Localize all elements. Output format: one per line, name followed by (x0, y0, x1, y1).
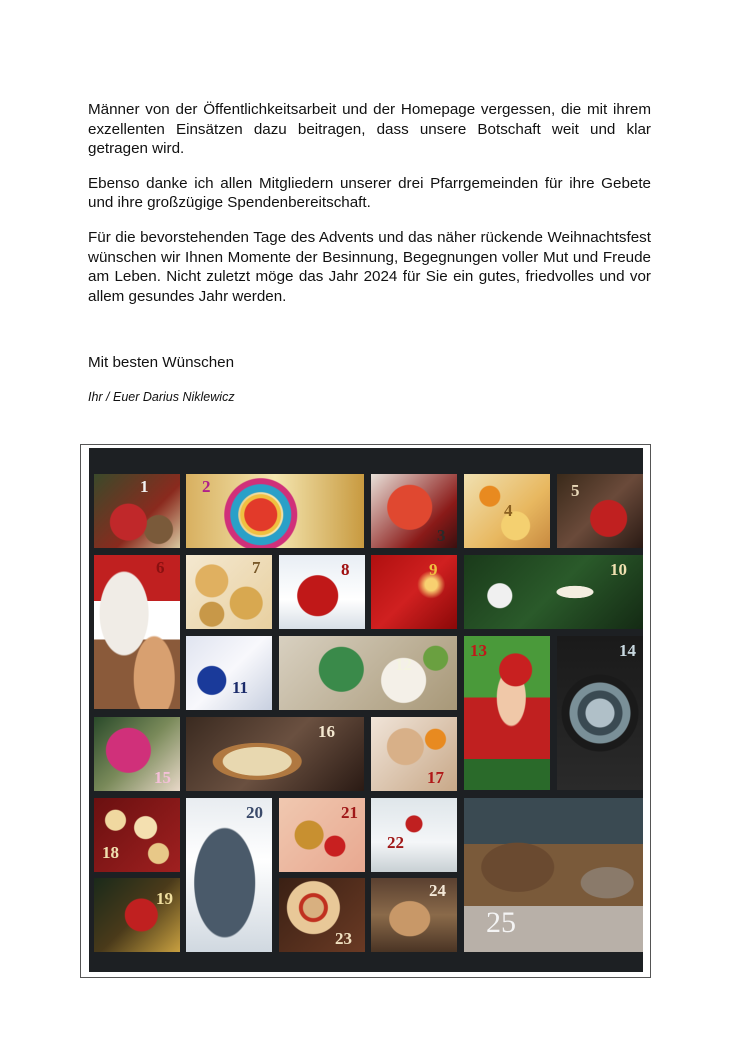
tile-21 (279, 798, 365, 872)
tile-8 (279, 555, 365, 629)
day-number-4: 4 (504, 501, 513, 520)
day-number-16: 16 (318, 722, 335, 741)
tile-14 (557, 636, 643, 790)
day-number-3: 3 (437, 526, 446, 545)
day-number-1: 1 (140, 477, 149, 496)
tile-23 (279, 878, 365, 952)
day-number-13: 13 (470, 641, 487, 660)
tile-13 (464, 636, 550, 790)
letter-body (88, 100, 651, 321)
tile-7 (186, 555, 272, 629)
tile-2 (186, 474, 364, 548)
greeting: Mit besten Wünschen (88, 354, 235, 371)
tile-20 (186, 798, 272, 952)
advent-calendar-image (89, 448, 643, 972)
tile-5 (557, 474, 643, 548)
day-number-22: 22 (387, 833, 404, 852)
day-number-23: 23 (335, 929, 352, 948)
day-number-7: 7 (252, 558, 261, 577)
day-number-25: 25 (486, 906, 516, 939)
day-number-19: 19 (156, 889, 173, 908)
day-number-18: 18 (102, 843, 119, 862)
day-number-9: 9 (429, 560, 438, 579)
tile-10 (464, 555, 643, 629)
tile-22 (371, 798, 457, 872)
day-number-12: 12 (395, 655, 412, 674)
day-number-20: 20 (246, 803, 263, 822)
signature: Ihr / Euer Darius Niklewicz (88, 390, 235, 404)
tile-15 (94, 717, 180, 791)
day-number-2: 2 (202, 477, 211, 496)
day-number-5: 5 (571, 481, 580, 500)
tile-19 (94, 878, 180, 952)
tile-4 (464, 474, 550, 548)
day-number-6: 6 (156, 558, 165, 577)
tile-17 (371, 717, 457, 791)
day-number-17: 17 (427, 768, 444, 787)
tile-6 (94, 555, 180, 709)
tile-25 (464, 798, 643, 952)
tile-18 (94, 798, 180, 872)
paragraph-2: Ebenso danke ich allen Mitgliedern unserer drei Pfarrgemeinden für ihre Gebete und ihre großzügige Spendenbereitschaft. (88, 174, 651, 212)
day-number-21: 21 (341, 803, 358, 822)
tile-11 (186, 636, 272, 710)
paragraph-3: Für die bevorstehenden Tage des Advents und das näher rückende Weihnachtsfest wünschen wir Ihnen Momente der Besinnung, Begegnungen voller Mut und Freude am Leben. Nicht zuletzt möge das Jahr 2024 für Sie ein gutes, friedvolles und vor allem gesundes Jahr werden. (88, 228, 651, 305)
day-number-11: 11 (232, 678, 249, 697)
paragraph-1: Männer von der Öffentlichkeitsarbeit und der Homepage vergessen, die mit ihrem exzellenten Einsätzen dazu beitragen, dass unsere Botschaft weit und klar getragen wird. (88, 101, 651, 158)
day-number-14: 14 (619, 641, 636, 660)
tile-12 (279, 636, 457, 710)
day-number-8: 8 (341, 560, 350, 579)
tile-3 (371, 474, 457, 548)
tile-24 (371, 878, 457, 952)
day-number-15: 15 (154, 768, 171, 787)
day-number-24: 24 (429, 881, 446, 900)
tile-1 (94, 474, 180, 548)
tile-16 (186, 717, 364, 791)
tile-9 (371, 555, 457, 629)
day-number-10: 10 (610, 560, 627, 579)
